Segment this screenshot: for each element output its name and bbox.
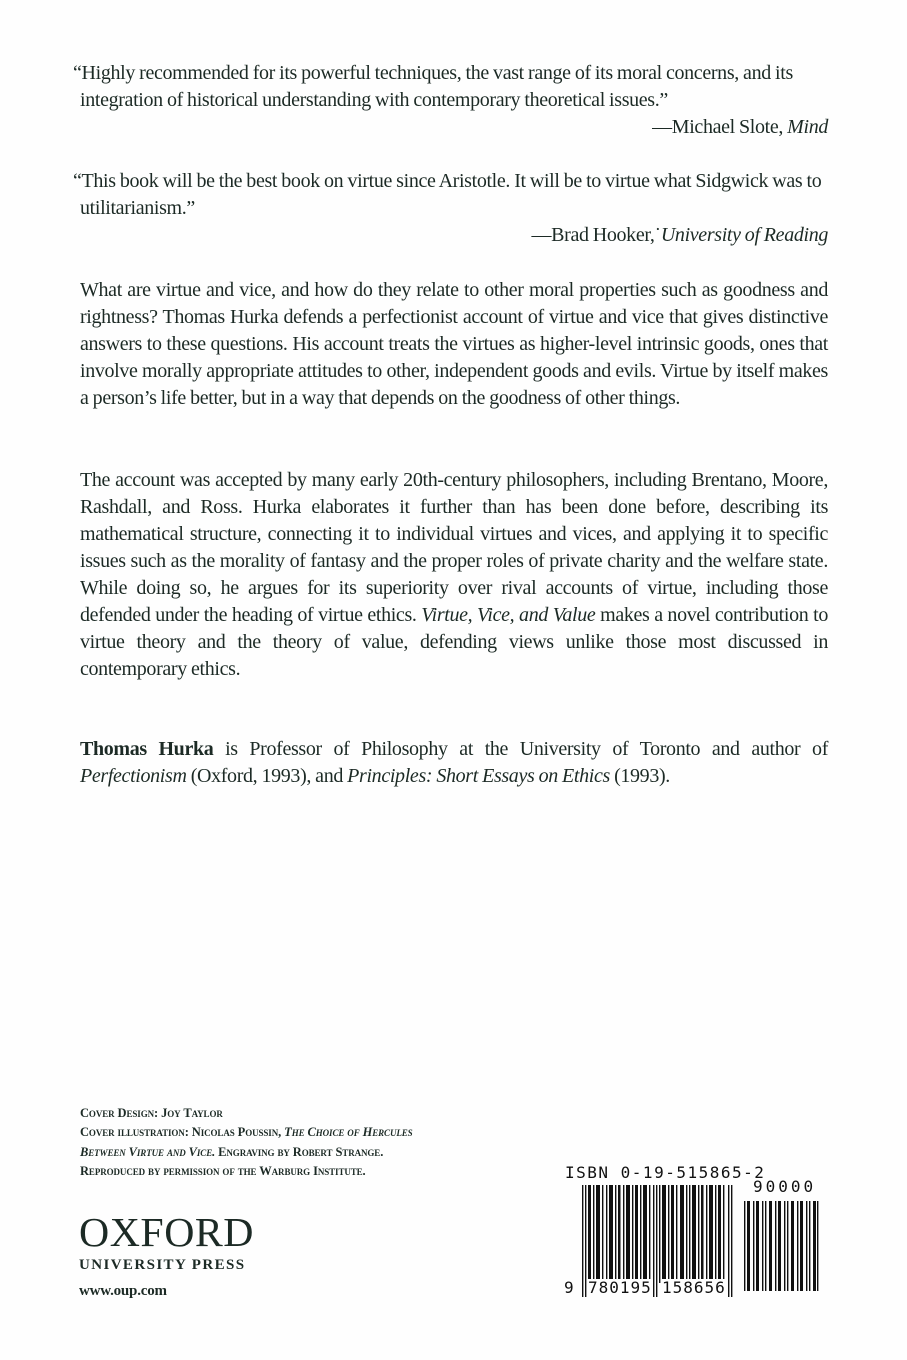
ean-right-digits: 158656 <box>662 1278 726 1297</box>
book-title: Virtue, Vice, and Value <box>421 604 596 626</box>
artwork-title: The Choice of Hercules <box>284 1125 413 1140</box>
attribution-source: University of Reading <box>660 224 828 246</box>
paragraph-text-part: The account was accepted by many early 20th-century philosophers, including Brentano, Moore, Rashdall, and Ross. Hurka elaborates it further than has been done before, describing its mathematical structure, connecting it to individual virtues and vices, and applying it to specific issues such as the morality of fantasy and the proper roles of private charity and the welfare state. While doing so, he argues for its superiority over rival accounts of virtue, including those defended under the heading of virtue ethics. <box>80 469 828 626</box>
blurb-quote: “This book will be the best book on virtue since Aristotle. It will be to virtue what Sidgwick was to utilitarianism.” <box>73 170 822 219</box>
publisher-url: www.oup.com <box>79 1283 167 1299</box>
bio-text-part: (1993). <box>609 765 670 787</box>
publisher-name: OXFORD <box>79 1209 255 1255</box>
book-title: Perfectionism <box>80 765 187 787</box>
paragraph-text-part: makes a novel contribution to virtue theory and the theory of value, defending views unlike those most discussed in contemporary ethics. <box>80 604 828 680</box>
publisher-subtitle: UNIVERSITY PRESS <box>79 1257 246 1273</box>
credit-permission: Reproduced by permission of the Warburg Institute. <box>80 1163 366 1178</box>
description-paragraph-2 <box>80 467 828 683</box>
attribution-source: Mind <box>787 116 828 138</box>
price-addon-bars <box>744 1201 819 1291</box>
blurb-brad-hooker <box>73 168 828 249</box>
credit-text: Engraving by Robert Strange. <box>215 1144 384 1159</box>
artwork-title: Between Virtue and Vice. <box>80 1144 216 1159</box>
paragraph-text: What are virtue and vice, and how do they relate to other moral properties such as goodness and rightness? Thomas Hurka defends a perfectionist account of virtue and vice that gives distinctive answers to these questions. His account treats the virtues as higher-level intrinsic goods, ones that involve morally appropriate attitudes to other, independent goods and evils. Virtue by itself makes a person’s life better, but in a way that depends on the goodness of other things. <box>80 279 828 409</box>
bio-text-part: is Professor of Philosophy at the University of Toronto and author of <box>213 738 829 760</box>
author-bio <box>80 736 828 790</box>
paragraph-text <box>80 467 828 683</box>
credit-artwork-title <box>80 1143 500 1162</box>
bio-text-part: (Oxford, 1993), and <box>186 765 348 787</box>
price-addon-label: 90000 <box>753 1177 817 1196</box>
isbn-label: ISBN 0-19-515865-2 <box>565 1163 766 1182</box>
author-name: Thomas Hurka <box>80 738 214 760</box>
credit-text: Cover illustration: Nicolas Poussin, <box>80 1125 285 1140</box>
credit-cover-illustration <box>80 1123 500 1142</box>
isbn-barcode <box>562 1164 827 1306</box>
cover-credits <box>80 1104 500 1181</box>
bio-text <box>80 736 828 790</box>
attribution-name: —Brad Hooker,˙ <box>531 224 661 246</box>
credit-cover-design: Cover Design: Joy Taylor <box>80 1106 223 1120</box>
blurb-attribution <box>73 222 828 249</box>
book-title: Principles: Short Essays on Ethics <box>347 765 610 787</box>
ean-left-digits: 780195 <box>588 1278 652 1297</box>
description-paragraph-1 <box>80 277 828 412</box>
attribution-name: —Michael Slote, <box>652 116 788 138</box>
publisher-logo <box>79 1209 255 1302</box>
blurb-quote: “Highly recommended for its powerful techniques, the vast range of its moral concerns, and its integration of historical understanding with contemporary theoretical issues.” <box>73 62 793 111</box>
blurb-attribution <box>73 114 828 141</box>
ean-first-digit: 9 <box>564 1278 575 1297</box>
blurb-michael-slote <box>73 60 828 141</box>
